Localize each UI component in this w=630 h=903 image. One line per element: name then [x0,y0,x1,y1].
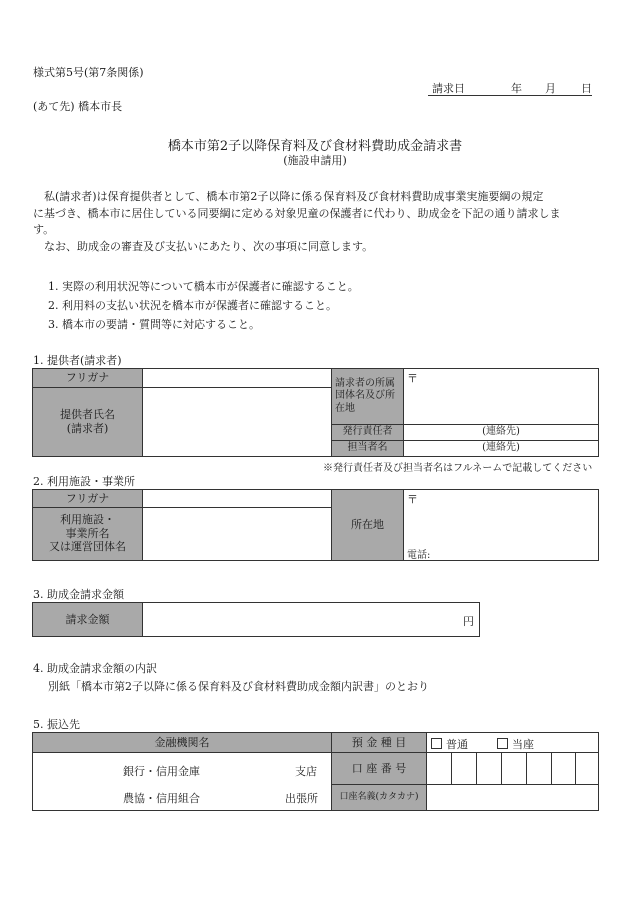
document-subtitle: (施設申請用) [283,154,347,167]
facility-furigana-label: フリガナ [33,490,142,507]
account-digit[interactable] [576,753,598,784]
account-digit[interactable] [452,753,476,784]
request-date-label: 請求日 [432,82,465,95]
furigana-label: フリガナ [33,369,142,387]
intro-line-2: に基づき、橋本市に居住している同要綱に定める対象児童の保護者に代わり、助成金を下記の通り請求しま [33,207,561,220]
amount-table [32,602,480,637]
agreement-item: 1. 実際の利用状況等について橋本市が保護者に確認すること。 [48,280,359,293]
provider-name-label-1: 提供者氏名 [60,407,115,421]
section2-heading: 2. 利用施設・事業所 [33,475,135,488]
issuer-label: 発行責任者 [332,425,403,440]
account-digit[interactable] [427,753,451,784]
request-date-year: 年 [511,82,522,95]
furigana-input[interactable] [143,369,331,387]
account-number-label: 口 座 番 号 [332,753,426,784]
bank-table [32,732,599,811]
request-date-day: 日 [581,82,592,95]
account-holder-label: 口座名義(カタカナ) [332,785,426,810]
facility-name-input[interactable] [143,508,331,560]
account-digit[interactable] [477,753,501,784]
affiliation-address-label [332,369,403,424]
agreement-item: 2. 利用料の支払い状況を橋本市が保護者に確認すること。 [48,299,337,312]
provider-name-label [33,387,142,456]
staff-label: 担当者名 [332,441,403,456]
facility-table [32,489,599,561]
affiliation-address-label-1: 請求者の所属 [335,377,395,389]
checkbox-icon[interactable] [431,738,442,749]
form-number: 様式第5号(第7条関係) [33,66,144,79]
phone-label: 電話: [407,550,431,561]
branch-label: 支店 [295,765,317,778]
bank-name-label: 金融機関名 [33,733,331,752]
facility-name-label-2: 事業所名 [65,526,110,540]
postal-mark: 〒 [407,493,418,506]
section1-note: ※発行責任者及び担当者名はフルネームで記載してください [323,463,593,474]
agri-types: 農協・信用組合 [123,792,200,805]
facility-furigana-input[interactable] [143,490,331,507]
addressee: (あて先) 橋本市長 [33,100,123,113]
provider-name-input[interactable] [143,388,331,456]
provider-table [32,368,599,457]
account-holder-input[interactable] [427,785,598,810]
affiliation-address-label-3: 在地 [335,402,355,414]
section5-heading: 5. 振込先 [33,718,80,731]
checkbox-icon[interactable] [497,738,508,749]
amount-label: 請求金額 [33,603,142,636]
affiliation-address-label-2: 団体名及び所 [335,390,395,402]
section3-heading: 3. 助成金請求金額 [33,588,124,601]
currency-unit: 円 [463,615,474,628]
facility-name-label-3: 又は運営団体名 [49,540,126,554]
issuer-contact[interactable]: (連絡先) [482,426,520,438]
deposit-type-label: 預 金 種 目 [332,733,426,752]
location-label: 所在地 [332,490,403,560]
intro-line-3: す。 [33,223,55,236]
amount-input[interactable] [143,603,463,636]
account-digit[interactable] [527,753,551,784]
account-digit[interactable] [502,753,526,784]
bank-types: 銀行・信用金庫 [123,765,200,778]
section1-heading: 1. 提供者(請求者) [33,354,122,367]
sub-branch-label: 出張所 [285,792,318,805]
facility-name-label [33,507,142,560]
account-digit[interactable] [552,753,575,784]
section4-heading: 4. 助成金請求金額の内訳 [33,662,157,675]
request-date-month: 月 [545,82,556,95]
staff-contact[interactable]: (連絡先) [482,442,520,454]
location-input[interactable] [404,504,598,544]
breakdown-reference: 別紙「橋本市第2子以降に係る保育料及び食材料費助成金額内訳書」のとおり [48,680,429,693]
agreement-item: 3. 橋本市の要請・質問等に対応すること。 [48,318,260,331]
intro-line-4: なお、助成金の審査及び支払いにあたり、次の事項に同意します。 [44,240,374,253]
request-date-underline [428,95,592,96]
provider-name-label-2: (請求者) [66,421,109,435]
affiliation-address-input[interactable] [404,383,598,424]
deposit-option-regular[interactable]: 普通 [431,736,468,752]
postal-mark: 〒 [407,372,418,385]
document-title: 橋本市第2子以降保育料及び食材料費助成金請求書 [167,139,463,154]
deposit-option-current[interactable]: 当座 [497,736,534,752]
facility-name-label-1: 利用施設・ [60,512,115,526]
intro-line-1: 私(請求者)は保育提供者として、橋本市第2子以降に係る保育料及び食材料費助成事業実施要綱の規定 [44,190,544,203]
